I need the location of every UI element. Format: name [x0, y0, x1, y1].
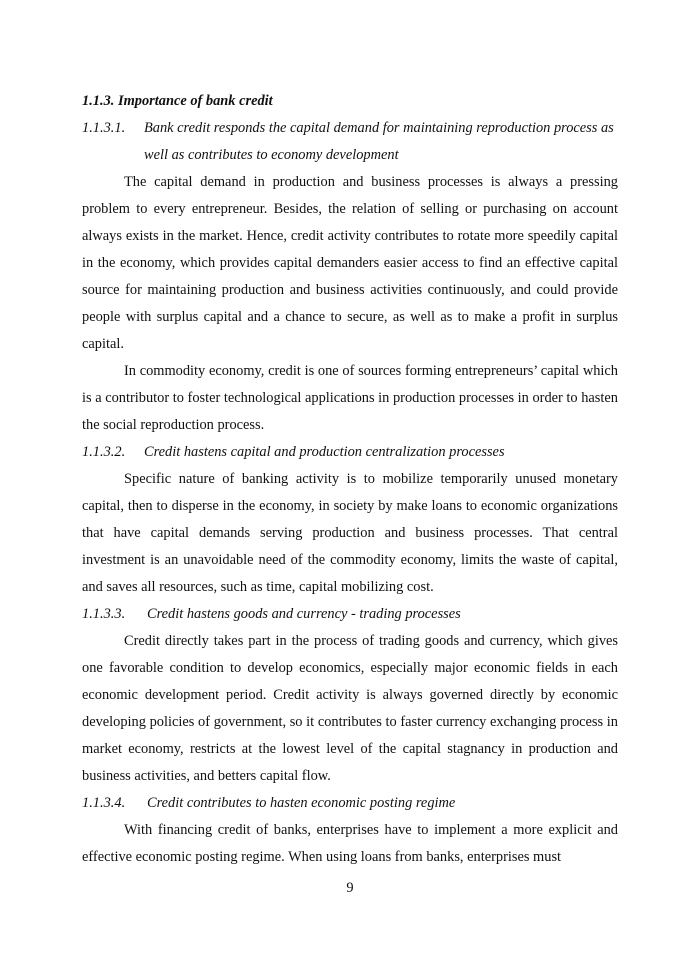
paragraph-1-2: In commodity economy, credit is one of sources forming entrepreneurs’ capital which is a contributor to foster technological applications in production processes in order to hasten the social reproduction process. [82, 363, 618, 433]
subsection-number-3: 1.1.3.3. [82, 606, 126, 622]
page-number: 9 [346, 880, 354, 896]
paragraph-2-1: Specific nature of banking activity is to mobilize temporarily unused monetary capital, then to disperse in the economy, in society by make loans to economic organizations that have capital demands serving production and business processes. That central investment is an unavoidable need of the commodity economy, limits the waste of capital, and saves all resources, such as time, capital mobilizing cost. [82, 471, 618, 595]
section-heading: 1.1.3. Importance of bank credit [82, 93, 273, 109]
paragraph-3-1: Credit directly takes part in the process of trading goods and currency, which gives one favorable condition to develop economics, especially major economic fields in each economic development period. Credit activity is always governed directly by economic developing policies of government, so it contributes to faster currency exchanging process in market economy, restricts at the lowest level of the capital stagnancy in production and business activities, and betters capital flow. [82, 633, 618, 784]
subsection-title-1: Bank credit responds the capital demand for maintaining reproduction process as well as contributes to economy development [144, 120, 614, 163]
subsection-title-2: Credit hastens capital and production centralization processes [144, 444, 505, 460]
subsection-number-4: 1.1.3.4. [82, 795, 126, 811]
subsection-title-4: Credit contributes to hasten economic posting regime [147, 795, 456, 811]
subsection-heading-3 [82, 601, 618, 628]
subsection-heading-2 [82, 439, 618, 466]
subsection-title-3: Credit hastens goods and currency - trading processes [147, 606, 461, 622]
paragraph-1-1: The capital demand in production and business processes is always a pressing problem to every entrepreneur. Besides, the relation of selling or purchasing on account always exists in the market. Hence, credit activity contributes to rotate more speedily capital in the economy, which provides capital demanders easier access to find an effective capital source for maintaining production and business activities continuously, and could provide people with surplus capital and a chance to secure, as well as to make a profit in surplus capital. [82, 174, 618, 352]
subsection-heading-1 [82, 115, 618, 169]
document-page [82, 88, 618, 871]
subsection-number-1: 1.1.3.1. [82, 120, 126, 136]
paragraph-4-1: With financing credit of banks, enterprises have to implement a more explicit and effective economic posting regime. When using loans from banks, enterprises must [82, 822, 618, 865]
subsection-heading-4 [82, 790, 618, 817]
subsection-number-2: 1.1.3.2. [82, 444, 126, 460]
